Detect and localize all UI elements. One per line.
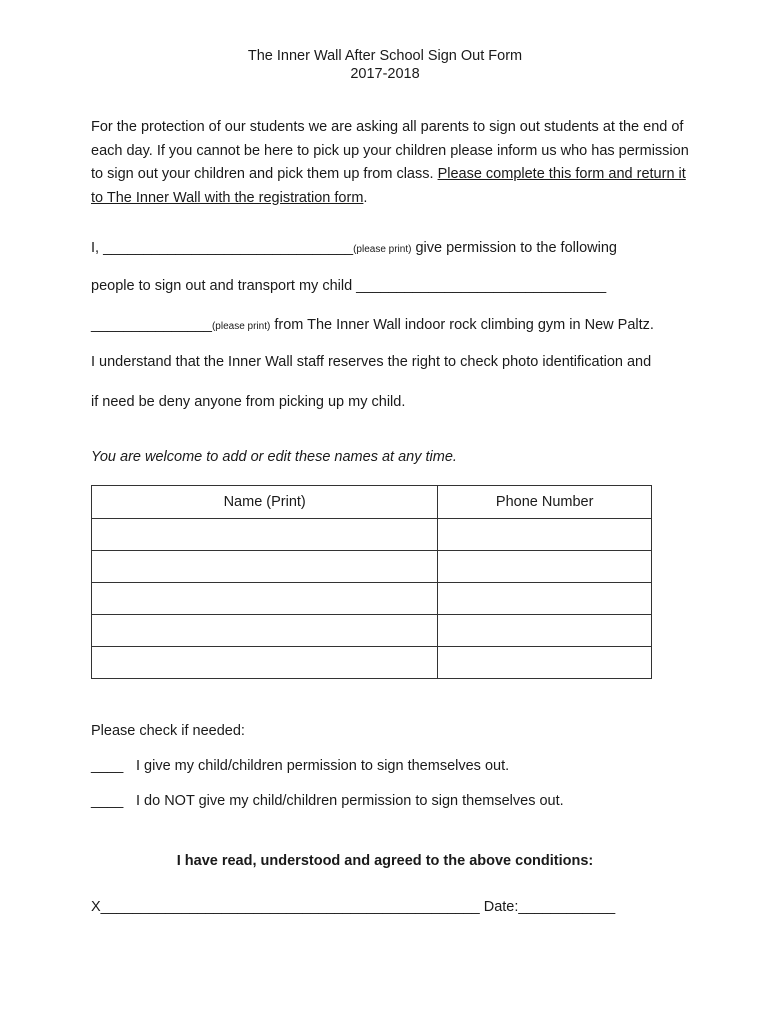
phone-cell[interactable] [438,583,652,615]
intro-text: For the protection of our students we are asking all parents to sign out students at the end of each day. If you cannot be here to pick up your children please inform us who has permission to sign out your children and pick them up from class. [91,119,689,182]
agreement-statement: I have read, understood and agreed to the above conditions: [176,853,594,869]
phone-cell[interactable] [438,615,652,647]
check-option-label: I do NOT give my child/children permission to sign themselves out. [136,793,564,809]
intro-end: . [363,189,368,206]
check-option-label: I give my child/children permission to sign themselves out. [136,758,510,774]
table-header-row [92,486,652,519]
name-column-header: Name (Print) [92,486,438,519]
checkbox-blank[interactable]: ____ [91,758,124,774]
table-row [92,615,652,647]
permission-line-4: I understand that the Inner Wall staff reserves the right to check photo identification and [91,354,652,370]
table-row [92,519,652,551]
intro-underlined-instruction: Please complete this form and return it to The Inner Wall with the registration form [91,166,686,206]
check-option-self-signout [91,758,509,774]
child-name-blank[interactable]: _______________ [91,317,212,333]
authorized-persons-table [91,485,652,679]
phone-cell[interactable] [438,519,652,551]
checkbox-blank[interactable]: ____ [91,793,124,809]
permission-line-2[interactable]: people to sign out and transport my child _______________________________ [91,278,607,294]
form-title: The Inner Wall After School Sign Out Form [247,48,523,64]
table-row [92,583,652,615]
please-print-note: (please print) [211,321,271,332]
name-cell[interactable] [92,615,438,647]
phone-cell[interactable] [438,647,652,679]
table-row [92,551,652,583]
name-cell[interactable] [92,551,438,583]
table-row [92,647,652,679]
permission-line-1-suffix: give permission to the following [411,240,617,256]
permission-line-1 [91,238,617,260]
checks-heading: Please check if needed: [91,723,245,739]
name-cell[interactable] [92,647,438,679]
check-option-no-self-signout [91,793,564,809]
intro-paragraph [91,116,691,210]
permission-line-3 [91,315,654,337]
permission-line-3-suffix: from The Inner Wall indoor rock climbing gym in New Paltz. [270,317,654,333]
phone-cell[interactable] [438,551,652,583]
welcome-note: You are welcome to add or edit these names at any time. [91,449,457,465]
please-print-note: (please print) [353,244,412,255]
name-cell[interactable] [92,583,438,615]
form-year: 2017-2018 [350,66,420,82]
phone-column-header: Phone Number [438,486,652,519]
signature-date-line[interactable]: X_______________________________________________ Date:____________ [91,899,616,915]
name-cell[interactable] [92,519,438,551]
guardian-name-blank[interactable]: I, _______________________________ [91,240,354,256]
permission-line-5: if need be deny anyone from picking up my child. [91,394,406,410]
